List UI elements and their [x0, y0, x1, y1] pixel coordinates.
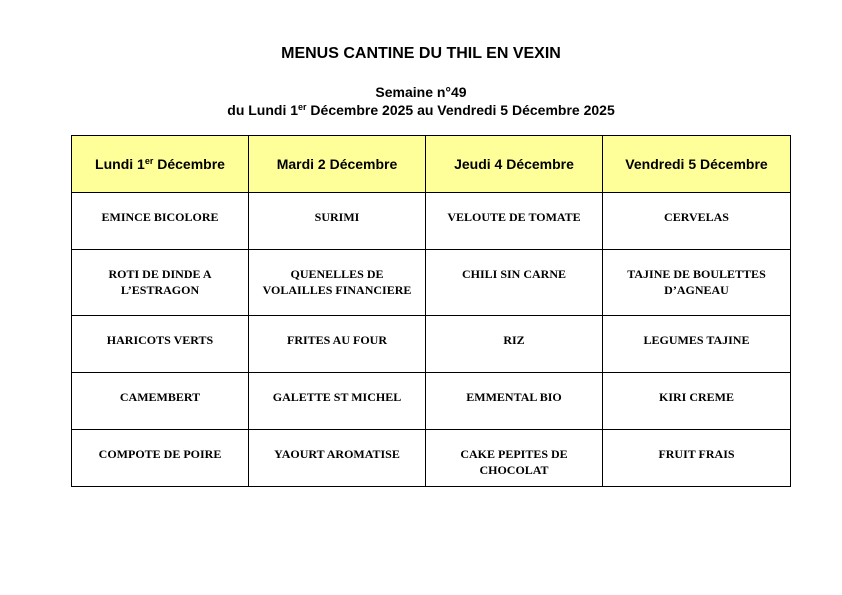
- column-header-monday-sup: er: [144, 156, 154, 166]
- menu-cell: [72, 193, 249, 250]
- menu-cell: [72, 250, 249, 316]
- menu-item: YAOURT AROMATISE: [274, 447, 400, 461]
- table-row-side: [72, 316, 791, 373]
- menu-cell: [426, 316, 603, 373]
- menu-item: HARICOTS VERTS: [106, 333, 214, 347]
- date-range-sup: er: [298, 102, 307, 112]
- menu-item: KIRI CREME: [658, 390, 734, 404]
- menu-item: FRITES AU FOUR: [286, 333, 387, 347]
- menu-table: [71, 135, 791, 487]
- menu-cell: [603, 250, 791, 316]
- menu-cell: [426, 373, 603, 430]
- menu-item: SURIMI: [314, 210, 360, 224]
- menu-item: QUENELLES DE VOLAILLES FINANCIERE: [262, 267, 412, 297]
- page-title: MENUS CANTINE DU THIL EN VEXIN: [281, 45, 561, 62]
- menu-cell: [426, 250, 603, 316]
- table-row-main: [72, 250, 791, 316]
- date-range: [0, 102, 842, 118]
- menu-cell: [426, 430, 603, 487]
- menu-item: TAJINE DE BOULETTES D’AGNEAU: [627, 267, 766, 297]
- column-header-monday: [72, 136, 249, 193]
- menu-cell: [72, 430, 249, 487]
- menu-item: EMINCE BICOLORE: [101, 210, 219, 224]
- menu-item: GALETTE ST MICHEL: [272, 390, 402, 404]
- menu-cell: [249, 193, 426, 250]
- menu-item: CAMEMBERT: [119, 390, 201, 404]
- column-header-thursday: Jeudi 4 Décembre: [426, 136, 603, 193]
- menu-cell: [72, 316, 249, 373]
- menu-item: VELOUTE DE TOMATE: [447, 210, 581, 224]
- menu-cell: [249, 316, 426, 373]
- date-range-prefix: du Lundi 1: [227, 102, 299, 118]
- table-row-starter: [72, 193, 791, 250]
- column-header-monday-prefix: Lundi 1: [95, 156, 145, 172]
- menu-cell: [249, 373, 426, 430]
- column-header-friday: Vendredi 5 Décembre: [603, 136, 791, 193]
- menu-cell: [249, 430, 426, 487]
- menu-cell: [603, 430, 791, 487]
- menu-cell: [249, 250, 426, 316]
- menu-cell: [603, 373, 791, 430]
- menu-item: CAKE PEPITES DE CHOCOLAT: [460, 447, 568, 477]
- menu-item: LEGUMES TAJINE: [643, 333, 750, 347]
- menu-item: ROTI DE DINDE A L’ESTRAGON: [108, 267, 212, 297]
- menu-item: CHILI SIN CARNE: [461, 267, 567, 281]
- menu-cell: [72, 373, 249, 430]
- date-range-suffix: Décembre 2025 au Vendredi 5 Décembre 2025: [306, 102, 615, 118]
- table-row-dessert: [72, 430, 791, 487]
- menu-cell: [426, 193, 603, 250]
- menu-item: RIZ: [503, 333, 525, 347]
- table-row-dairy: [72, 373, 791, 430]
- menu-item: FRUIT FRAIS: [658, 447, 735, 461]
- menu-item: COMPOTE DE POIRE: [98, 447, 222, 461]
- menu-item: EMMENTAL BIO: [466, 390, 562, 404]
- week-number: Semaine n°49: [375, 84, 467, 100]
- column-header-tuesday: Mardi 2 Décembre: [249, 136, 426, 193]
- menu-item: CERVELAS: [664, 210, 729, 224]
- column-header-monday-suffix: Décembre: [153, 156, 225, 172]
- menu-cell: [603, 193, 791, 250]
- menu-cell: [603, 316, 791, 373]
- header-row: [72, 136, 791, 193]
